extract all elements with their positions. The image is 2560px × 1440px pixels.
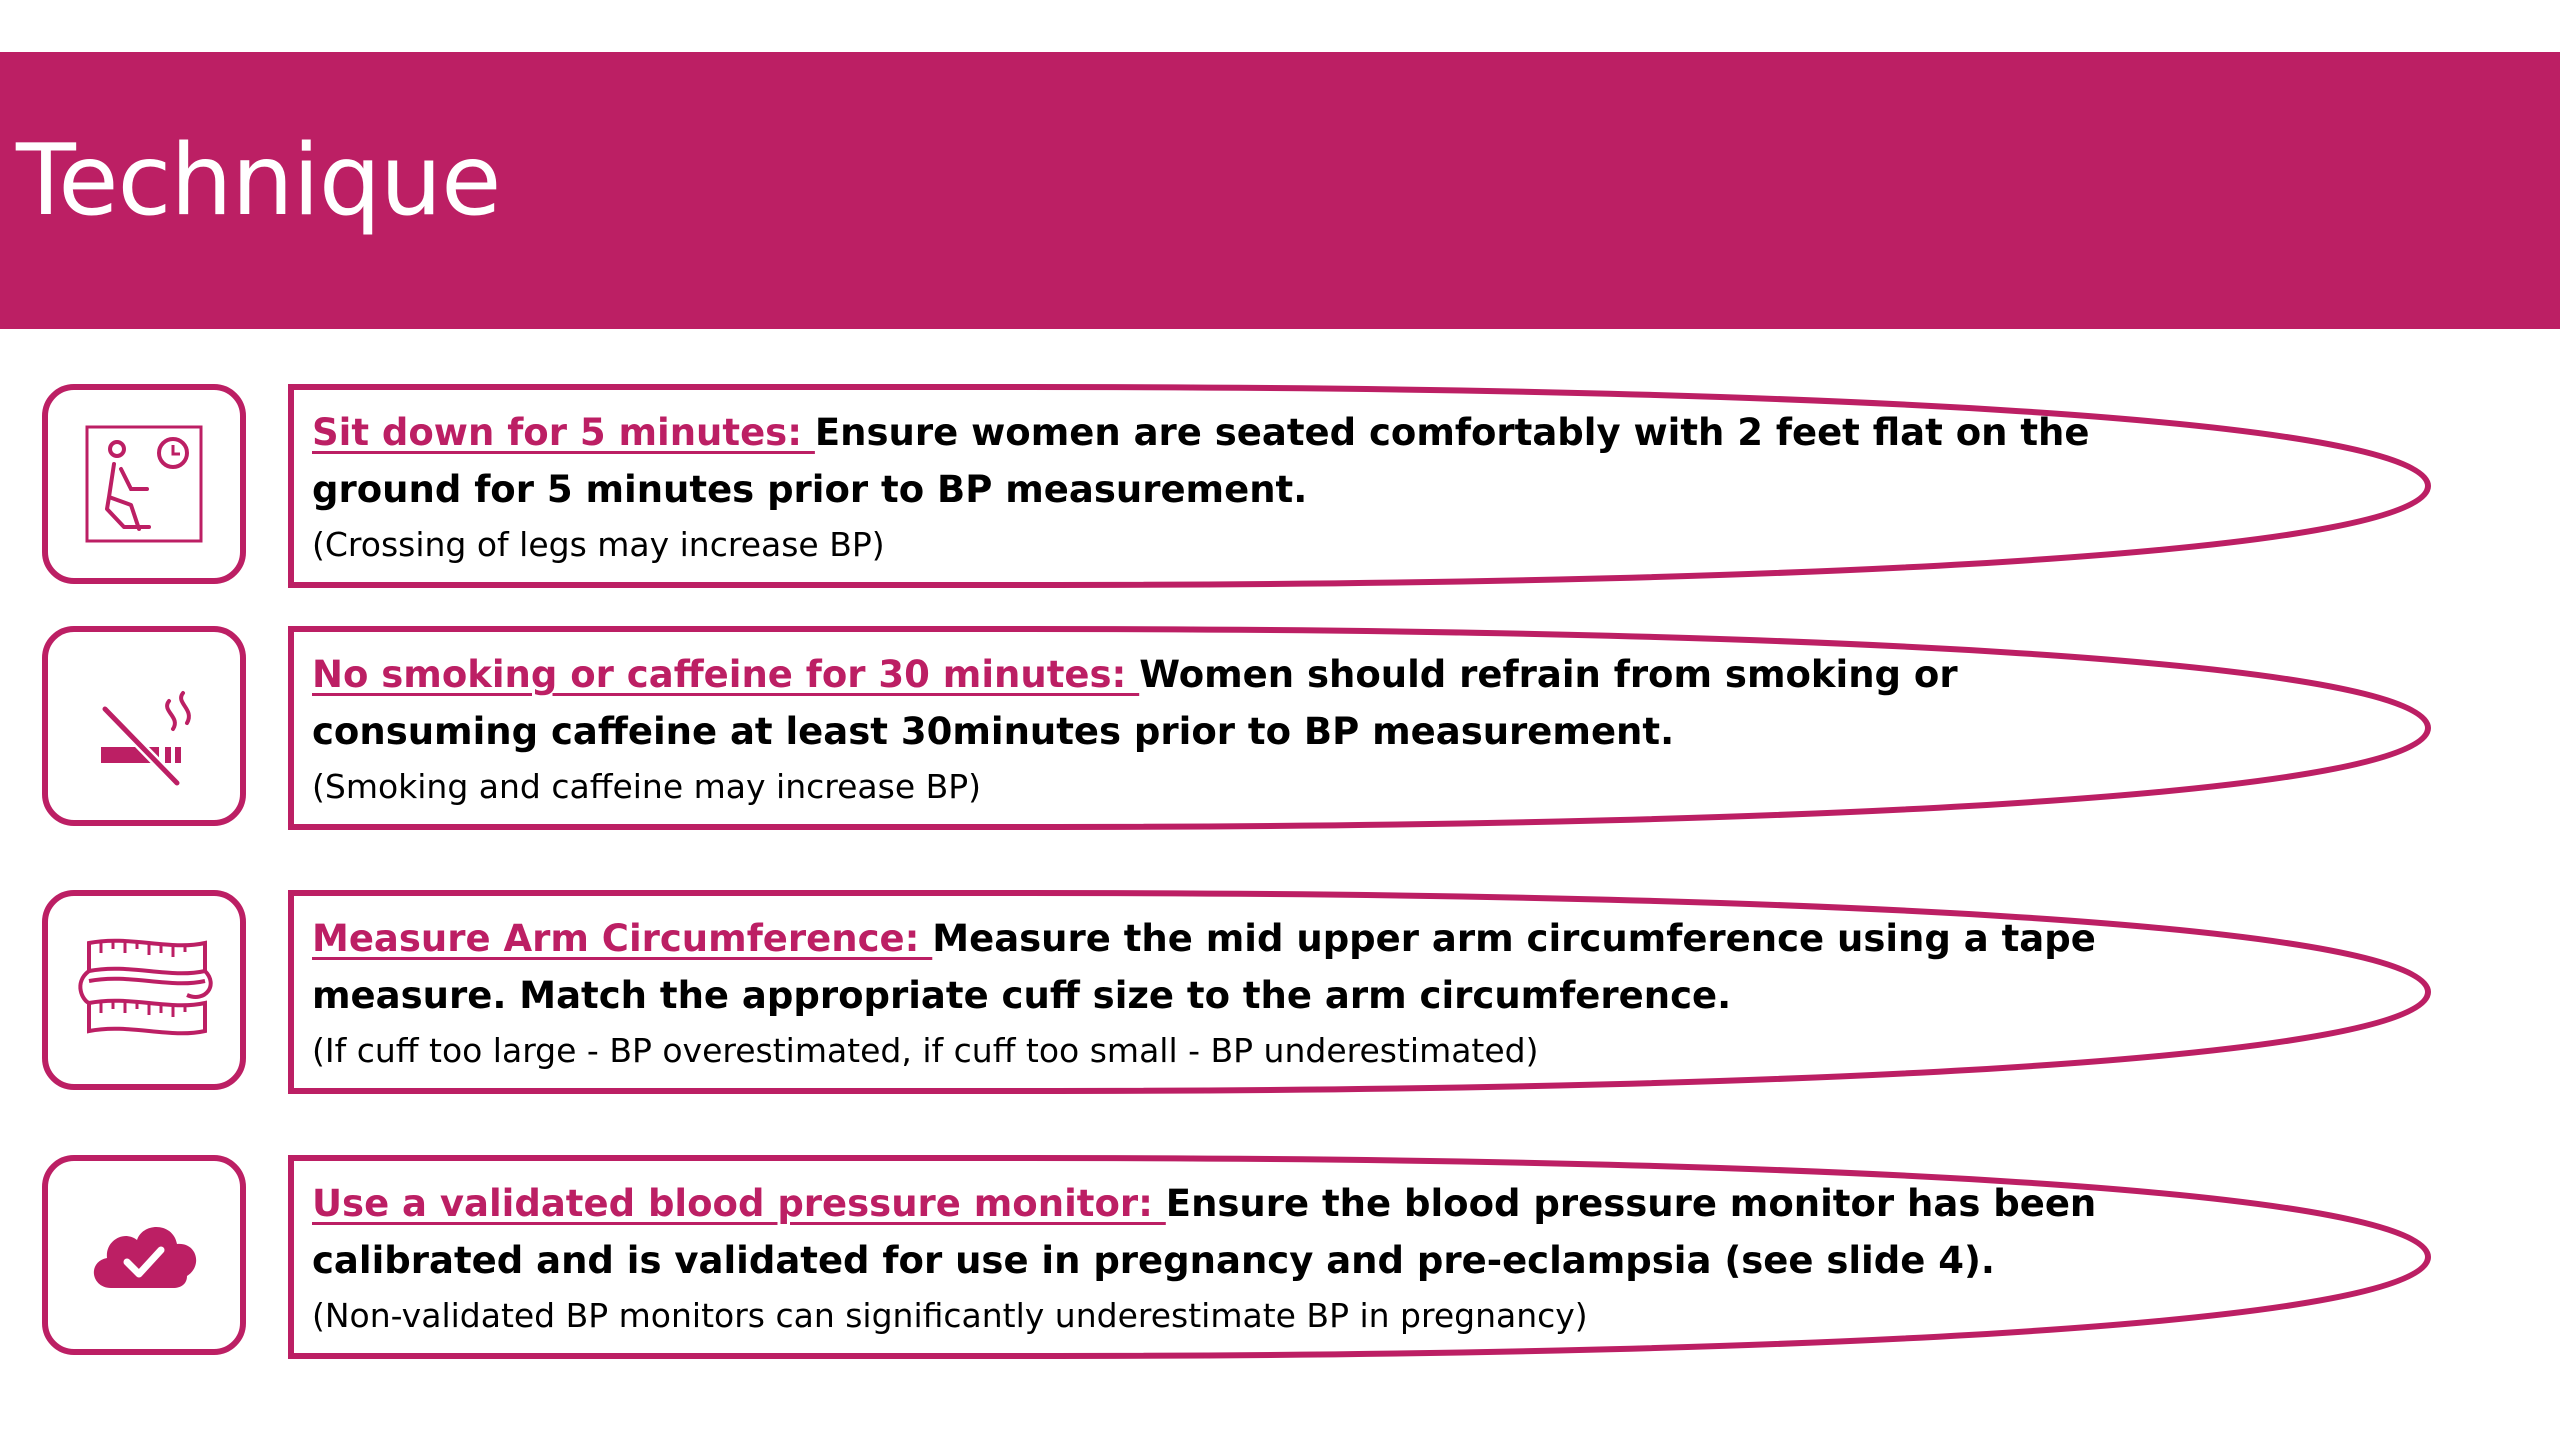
- seated-person-clock-icon: [42, 384, 246, 584]
- item-text: [312, 910, 2112, 1078]
- item-heading: Use a validated blood pressure monitor:: [312, 1182, 1166, 1225]
- technique-item: [0, 626, 2560, 836]
- no-smoking-icon: [42, 626, 246, 826]
- item-heading: No smoking or caffeine for 30 minutes:: [312, 653, 1140, 696]
- technique-item: [0, 890, 2560, 1100]
- item-text: [312, 404, 2112, 572]
- item-line1: Ensure the blood pressure monitor has been: [1165, 1182, 2097, 1225]
- item-text: [312, 646, 2112, 814]
- cloud-check-icon: [42, 1155, 246, 1355]
- technique-item: [0, 1155, 2560, 1365]
- item-note: (If cuff too large - BP overestimated, if cuff too small - BP underestimated): [312, 1031, 1539, 1070]
- item-line2: ground for 5 minutes prior to BP measurement.: [312, 468, 1308, 511]
- tape-measure-icon: [42, 890, 246, 1090]
- item-line2: consuming caffeine at least 30minutes prior to BP measurement.: [312, 710, 1675, 753]
- item-note: (Non-validated BP monitors can significantly underestimate BP in pregnancy): [312, 1296, 1588, 1335]
- slide-title: Technique: [16, 124, 501, 238]
- item-line2: measure. Match the appropriate cuff size to the arm circumference.: [312, 974, 1732, 1017]
- item-text: [312, 1175, 2112, 1343]
- item-heading: Sit down for 5 minutes:: [312, 411, 815, 454]
- item-line2: calibrated and is validated for use in pregnancy and pre-eclampsia (see slide 4).: [312, 1239, 1995, 1282]
- item-note: (Smoking and caffeine may increase BP): [312, 767, 982, 806]
- item-line1: Ensure women are seated comfortably with 2 feet flat on the: [814, 411, 2090, 454]
- item-line1: Measure the mid upper arm circumference using a tape: [932, 917, 2096, 960]
- technique-item: [0, 384, 2560, 594]
- item-line1: Women should refrain from smoking or: [1139, 653, 1958, 696]
- item-heading: Measure Arm Circumference:: [312, 917, 933, 960]
- item-note: (Crossing of legs may increase BP): [312, 525, 885, 564]
